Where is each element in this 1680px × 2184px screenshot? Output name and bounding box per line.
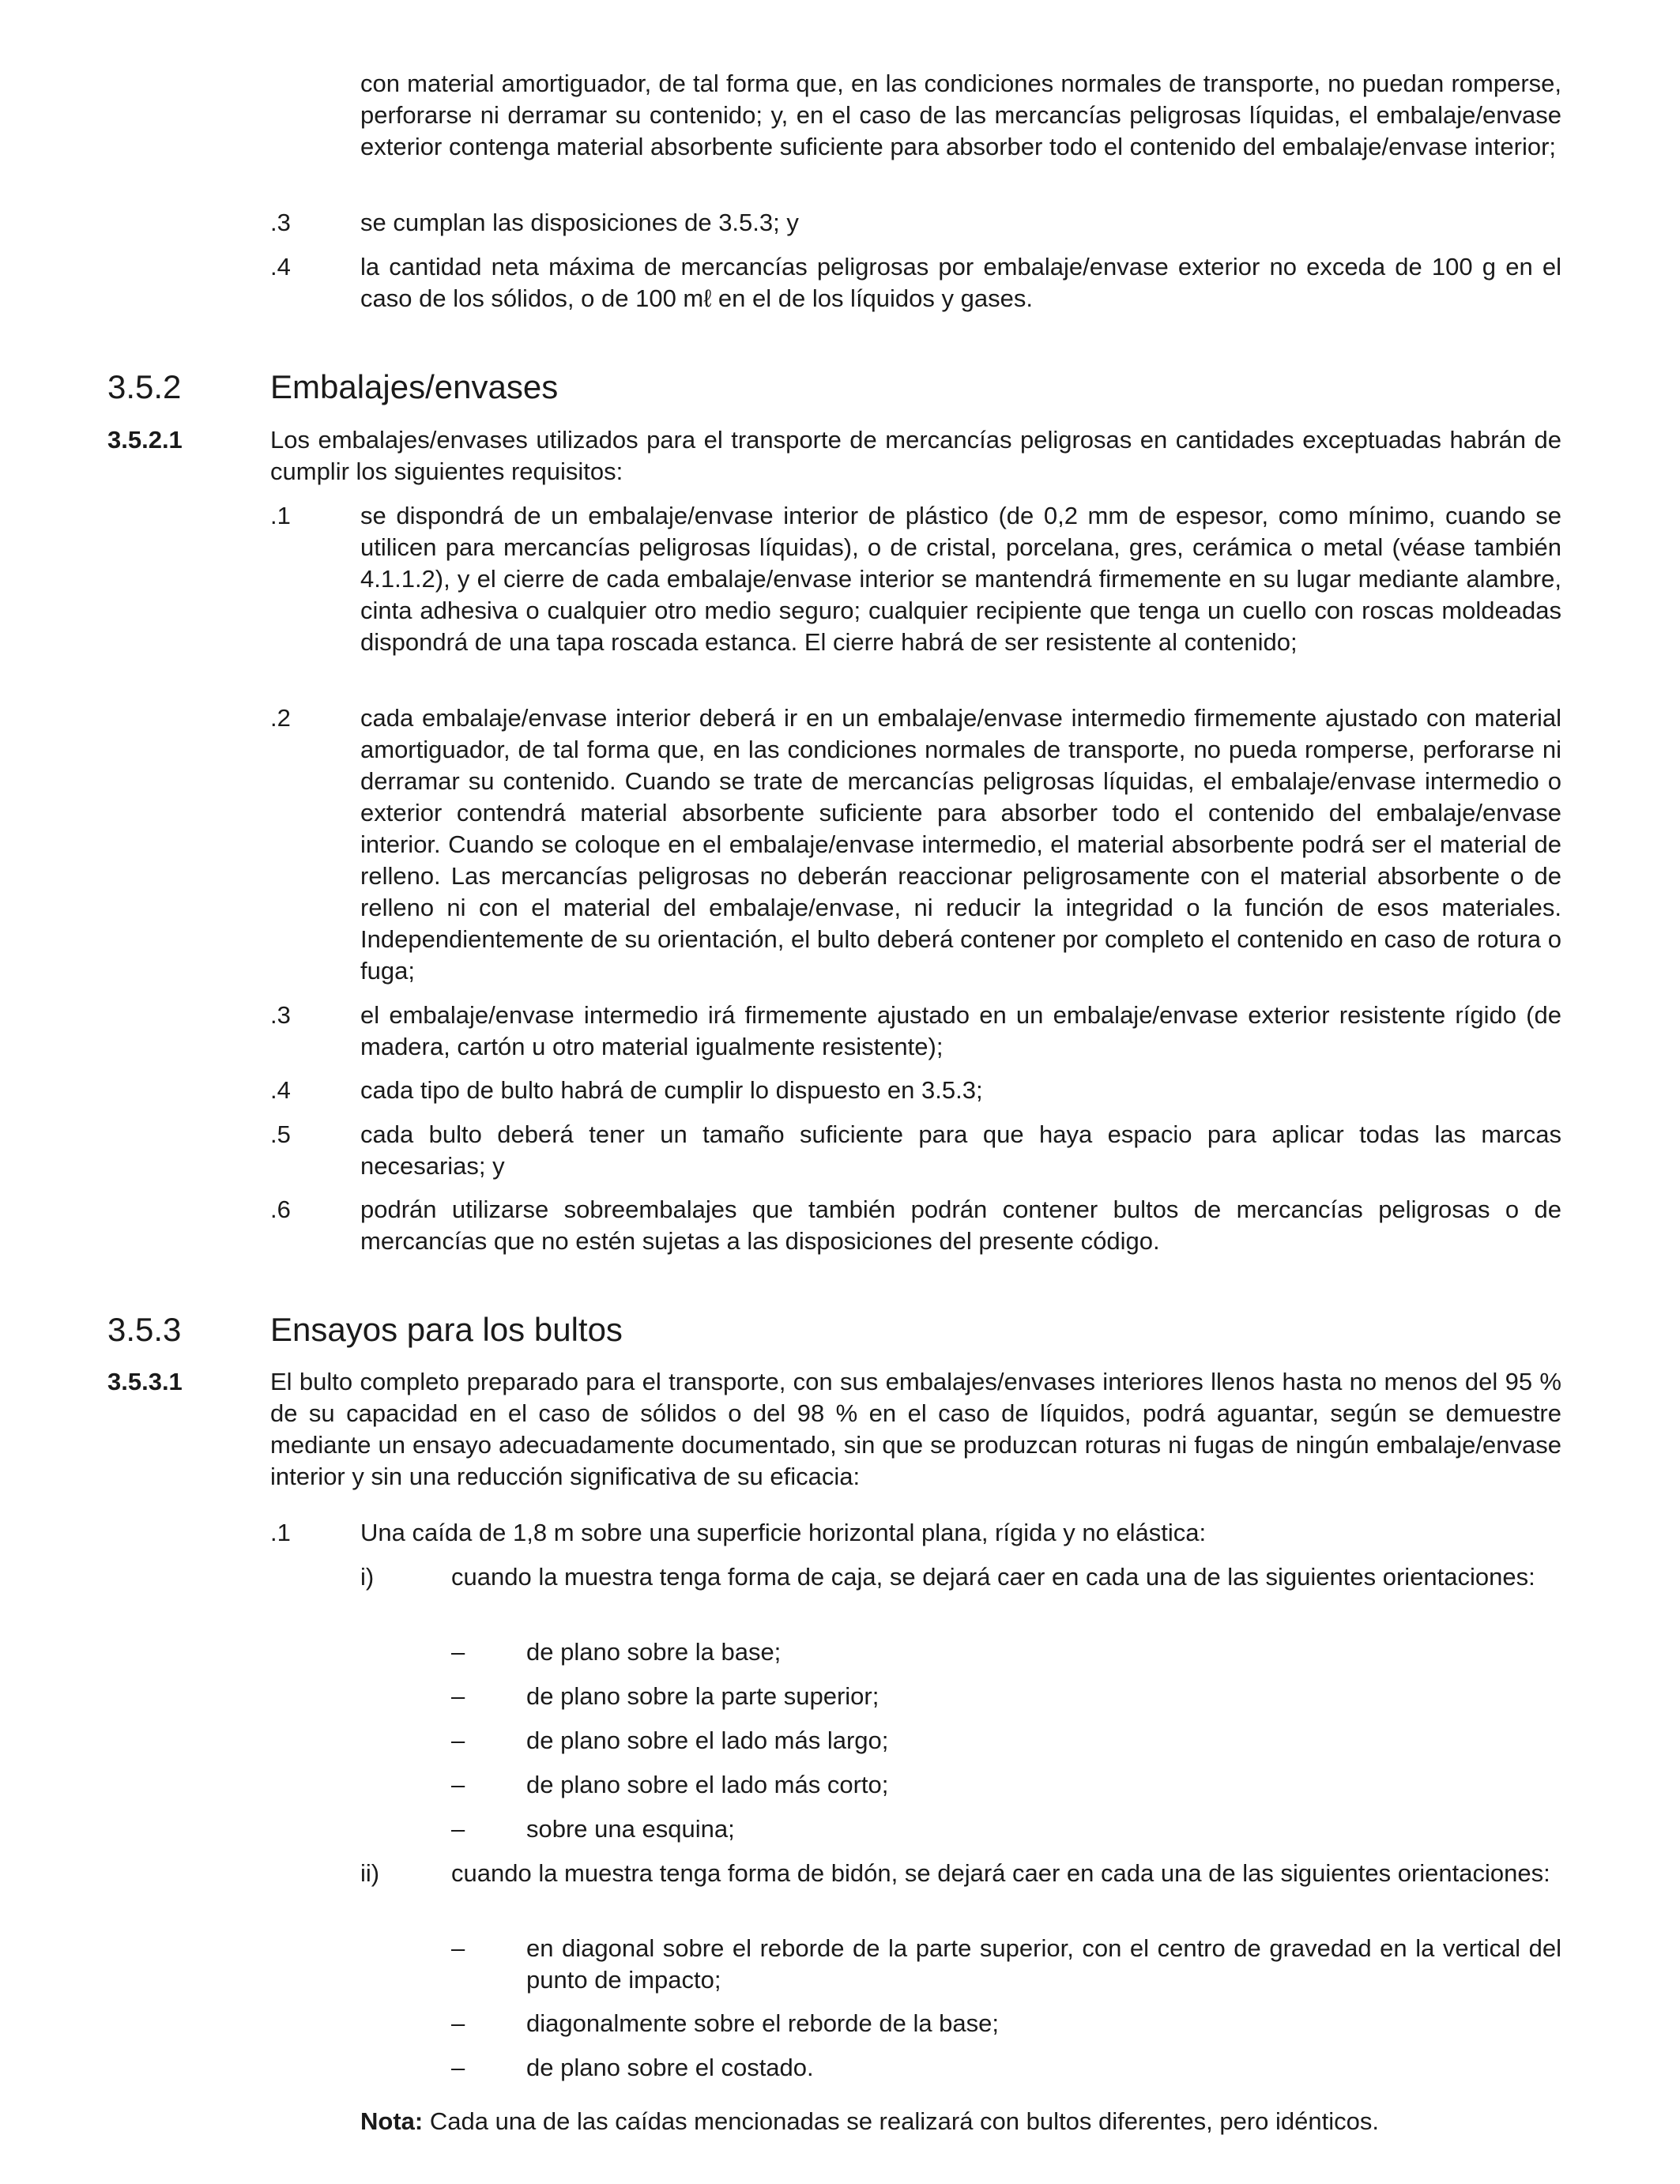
list-item-marker: .4 — [270, 1076, 291, 1104]
dash-marker: – — [451, 2054, 465, 2081]
orientation-item: de plano sobre la base; — [526, 1638, 782, 1666]
list-item-text: Una caída de 1,8 m sobre una superficie horizontal plana, rígida y no elástica: — [360, 1519, 1207, 1546]
sub-item-text: cuando la muestra tenga forma de bidón, se dejará caer en cada una de las siguientes orientaciones: — [451, 1859, 1550, 1887]
dash-marker: – — [451, 1815, 465, 1843]
list-item-text: cada tipo de bulto habrá de cumplir lo dispuesto en 3.5.3; — [360, 1076, 983, 1104]
note-label: Nota: — [360, 2107, 424, 2135]
section-number: 3.5.2 — [107, 368, 182, 405]
paragraph-number: 3.5.3.1 — [107, 1368, 183, 1395]
note — [360, 2106, 1561, 2137]
intro-item-marker: .4 — [270, 253, 291, 281]
orientation-item: de plano sobre el lado más corto; — [526, 1771, 889, 1798]
list-item-text: cada bulto deberá tener un tamaño suficiente para que haya espacio para aplicar todas las marcas necesarias; y — [360, 1120, 1561, 1180]
list-item-text: podrán utilizarse sobreembalajes que también podrán contener bultos de mercancías peligrosas o de mercancías que no estén sujetas a las disposiciones del presente código. — [360, 1196, 1561, 1255]
list-item-marker: .2 — [270, 704, 291, 732]
sub-item-marker: i) — [360, 1563, 375, 1591]
list-item-text: cada embalaje/envase interior deberá ir en un embalaje/envase intermedio firmemente ajustado con material amortiguador, de tal forma que, en las condiciones normales de transporte, no pueda romperse, perforarse ni derramar su contenido. Cuando se trate de mercancías peligrosas líquidas, el embalaje/envase intermedio o exterior contendrá material absorbente suficiente para absorber todo el contenido del embalaje/envase interior. Cuando se coloque en el embalaje/envase intermedio, el material absorbente podrá ser el material de relleno. Las mercancías peligrosas no deberán reaccionar peligrosamente con el material absorbente o de relleno ni con el material del embalaje/envase, ni reducir la integridad o la función de esos materiales. Independientemente de su orientación, el bulto deberá contener por completo el contenido en caso de rotura o fuga; — [360, 704, 1561, 985]
dash-marker: – — [451, 1638, 465, 1666]
intro-item-text: se cumplan las disposiciones de 3.5.3; y — [360, 209, 799, 236]
orientation-item: sobre una esquina; — [526, 1815, 735, 1843]
orientation-item: de plano sobre el lado más largo; — [526, 1726, 889, 1754]
sub-item-text: cuando la muestra tenga forma de caja, se dejará caer en cada una de las siguientes orientaciones: — [451, 1563, 1535, 1591]
list-item-text: el embalaje/envase intermedio irá firmemente ajustado en un embalaje/envase exterior resistente rígido (de madera, cartón u otro material igualmente resistente); — [360, 1001, 1561, 1060]
dash-marker: – — [451, 1682, 465, 1710]
intro-continuation-text: con material amortiguador, de tal forma que, en las condiciones normales de transporte, no puedan romperse, perforarse ni derramar su contenido; y, en el caso de las mercancías peligrosas líquidas, el embalaje/envase exterior contenga material absorbente suficiente para absorber todo el contenido del embalaje/envase interior; — [360, 70, 1561, 160]
intro-item-text: la cantidad neta máxima de mercancías peligrosas por embalaje/envase exterior no exceda de 100 g en el caso de los sólidos, o de 100 mℓ en el de los líquidos y gases. — [360, 253, 1561, 312]
orientation-item: de plano sobre la parte superior; — [526, 1682, 880, 1710]
paragraph-text: Los embalajes/envases utilizados para el transporte de mercancías peligrosas en cantidades exceptuadas habrán de cumplir los siguientes requisitos: — [270, 426, 1561, 485]
section-title: Ensayos para los bultos — [270, 1311, 623, 1348]
dash-marker: – — [451, 2009, 465, 2037]
section-title: Embalajes/envases — [270, 368, 559, 405]
list-item-text: se dispondrá de un embalaje/envase interior de plástico (de 0,2 mm de espesor, como mínimo, cuando se utilicen para mercancías peligrosas líquidas), o de cristal, porcelana, gres, cerámica o metal (véase también 4.1.1.2), y el cierre de cada embalaje/envase interior se mantendrá firmemente en su lugar mediante alambre, cinta adhesiva o cualquier otro medio seguro; cualquier recipiente que tenga un cuello con roscas moldeadas dispondrá de una tapa roscada estanca. El cierre habrá de ser resistente al contenido; — [360, 502, 1561, 656]
section-number: 3.5.3 — [107, 1311, 182, 1348]
dash-marker: – — [451, 1771, 465, 1798]
list-item-marker: .6 — [270, 1196, 291, 1223]
list-item-marker: .1 — [270, 502, 291, 529]
dash-marker: – — [451, 1726, 465, 1754]
list-item-marker: .1 — [270, 1519, 291, 1546]
paragraph-text: El bulto completo preparado para el transporte, con sus embalajes/envases interiores llenos hasta no menos del 95 % de su capacidad en el caso de sólidos o del 98 % en el caso de líquidos, podrá aguantar, según se demuestre mediante un ensayo adecuadamente documentado, sin que se produzcan roturas ni fugas de ningún embalaje/envase interior y sin una reducción significativa de su eficacia: — [270, 1368, 1561, 1490]
orientation-item: de plano sobre el costado. — [526, 2054, 814, 2081]
note-text: Cada una de las caídas mencionadas se realizará con bultos diferentes, pero idénticos. — [429, 2107, 1379, 2135]
paragraph-number: 3.5.2.1 — [107, 426, 183, 454]
list-item-marker: .5 — [270, 1120, 291, 1148]
dash-marker: – — [451, 1934, 465, 1962]
list-item-marker: .3 — [270, 1001, 291, 1029]
intro-item-marker: .3 — [270, 209, 291, 236]
orientation-item: en diagonal sobre el reborde de la parte superior, con el centro de gravedad en la vertical del punto de impacto; — [526, 1934, 1561, 1994]
orientation-item: diagonalmente sobre el reborde de la base; — [526, 2009, 1000, 2037]
sub-item-marker: ii) — [360, 1859, 380, 1887]
